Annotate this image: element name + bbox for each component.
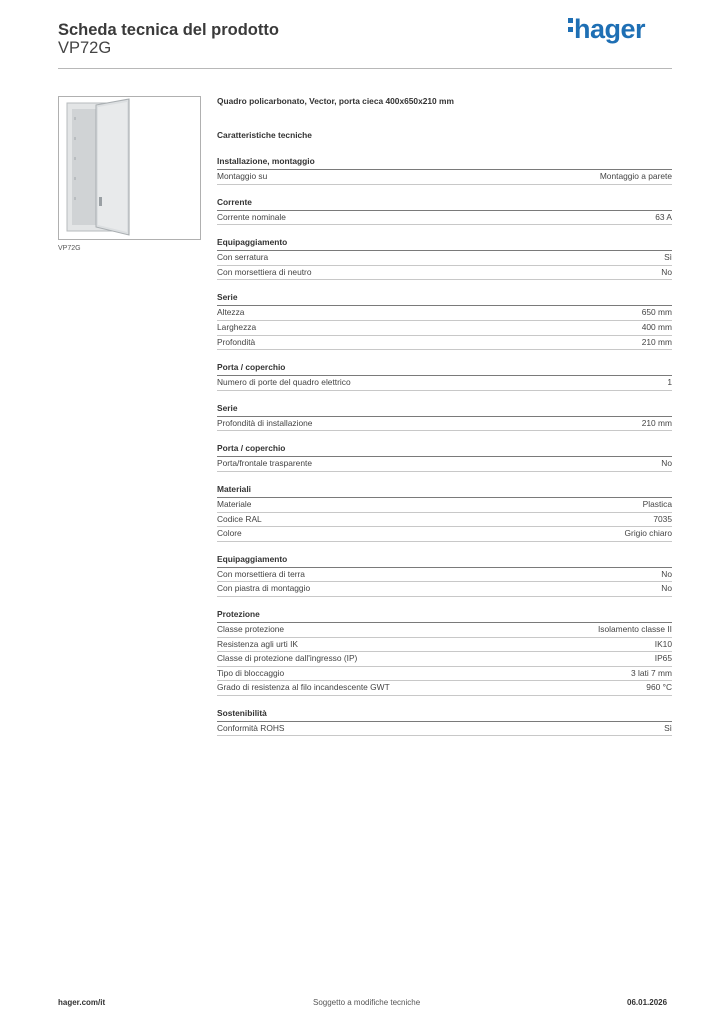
spec-group-title: Serie [217, 403, 672, 417]
document-title: Scheda tecnica del prodotto [58, 21, 279, 39]
spec-row [217, 321, 672, 336]
spec-row [217, 376, 672, 391]
spec-row [217, 513, 672, 528]
spec-label: Classe protezione [217, 623, 285, 634]
product-description: Quadro policarbonato, Vector, porta cieca 400x650x210 mm [217, 96, 454, 106]
spec-value: Plastica [642, 498, 672, 509]
spec-row [217, 623, 672, 638]
spec-group-title: Equipaggiamento [217, 554, 672, 568]
spec-row [217, 170, 672, 185]
spec-label: Con morsettiera di neutro [217, 266, 312, 277]
spec-label: Montaggio su [217, 171, 268, 181]
spec-value: 400 mm [641, 321, 672, 332]
spec-value: 960 °C [646, 682, 672, 693]
spec-group-title: Porta / coperchio [217, 443, 672, 457]
spec-group [217, 237, 672, 280]
spec-row [217, 306, 672, 321]
spec-value: 210 mm [641, 336, 672, 347]
spec-group [217, 292, 672, 350]
spec-value: 7035 [653, 513, 672, 524]
spec-row [217, 582, 672, 597]
spec-value: Montaggio a parete [599, 171, 672, 181]
spec-label: Colore [217, 528, 242, 539]
spec-label: Grado di resistenza al filo incandescente GWT [217, 682, 390, 693]
product-image [58, 96, 201, 240]
spec-group-title: Protezione [217, 609, 672, 623]
spec-value: 210 mm [641, 417, 672, 428]
spec-label: Profondità [217, 336, 256, 347]
spec-value: No [661, 583, 672, 594]
spec-row [217, 527, 672, 542]
spec-group [217, 708, 672, 737]
spec-label: Tipo di bloccaggio [217, 667, 285, 678]
spec-row [217, 417, 672, 432]
spec-row [217, 722, 672, 737]
spec-row [217, 336, 672, 351]
spec-label: Classe di protezione dall'ingresso (IP) [217, 653, 358, 664]
spec-label: Porta/frontale trasparente [217, 458, 312, 469]
spec-label: Materiale [217, 498, 252, 509]
spec-value: 1 [667, 377, 672, 388]
spec-label: Larghezza [217, 321, 257, 332]
spec-value: No [661, 458, 672, 469]
spec-value: Isolamento classe II [597, 623, 672, 634]
technical-specs [217, 96, 672, 736]
footer-website: hager.com/it [58, 998, 106, 1007]
spec-group-title: Equipaggiamento [217, 237, 672, 251]
spec-group-title: Corrente [217, 197, 672, 211]
spec-row [217, 667, 672, 682]
enclosure-icon [59, 97, 200, 239]
spec-value: IK10 [654, 638, 672, 649]
logo-text: hager [574, 14, 646, 44]
spec-row [217, 652, 672, 667]
header-divider [58, 68, 672, 69]
spec-label: Altezza [217, 307, 245, 318]
spec-label: Profondità di installazione [217, 417, 313, 428]
spec-value: Sì [664, 252, 672, 263]
spec-value: 3 lati 7 mm [631, 667, 672, 678]
spec-label: Conformità ROHS [217, 722, 285, 733]
spec-group [217, 403, 672, 432]
spec-group [217, 609, 672, 696]
spec-label: Corrente nominale [217, 211, 286, 222]
spec-group [217, 197, 672, 226]
spec-row [217, 251, 672, 266]
spec-label: Codice RAL [217, 513, 262, 524]
spec-group [217, 362, 672, 391]
spec-group-title: Materiali [217, 484, 672, 498]
spec-group-title: Installazione, montaggio [217, 156, 672, 170]
image-caption: VP72G [58, 245, 81, 252]
spec-group-title: Porta / coperchio [217, 362, 672, 376]
spec-label: Con serratura [217, 252, 269, 263]
spec-groups [217, 156, 672, 736]
hager-logo [568, 14, 645, 45]
spec-row [217, 498, 672, 513]
spec-row [217, 457, 672, 472]
spec-label: Numero di porte del quadro elettrico [217, 377, 351, 388]
spec-row [217, 266, 672, 281]
spec-value: No [661, 568, 672, 579]
specs-heading: Caratteristiche tecniche [217, 130, 312, 140]
spec-value: No [661, 266, 672, 277]
spec-value: Sì [664, 722, 672, 733]
spec-label: Con piastra di montaggio [217, 583, 311, 594]
spec-row [217, 568, 672, 583]
spec-group-title: Sostenibilità [217, 708, 672, 722]
spec-group [217, 443, 672, 472]
spec-label: Con morsettiera di terra [217, 568, 305, 579]
product-code: VP72G [58, 39, 112, 57]
spec-group [217, 156, 672, 185]
spec-row [217, 681, 672, 696]
footer-note: Soggetto a modifiche tecniche [313, 998, 421, 1007]
spec-row [217, 638, 672, 653]
spec-label: Resistenza agli urti IK [217, 638, 298, 649]
spec-value: IP65 [654, 653, 672, 664]
spec-value: 650 mm [641, 307, 672, 318]
spec-row [217, 211, 672, 226]
spec-value: 63 A [655, 211, 672, 222]
spec-group [217, 484, 672, 542]
spec-group-title: Serie [217, 292, 672, 306]
logo-mark-icon [568, 14, 574, 36]
spec-value: Grigio chiaro [624, 528, 672, 539]
footer-date: 06.01.2026 [627, 998, 668, 1007]
spec-group [217, 554, 672, 597]
